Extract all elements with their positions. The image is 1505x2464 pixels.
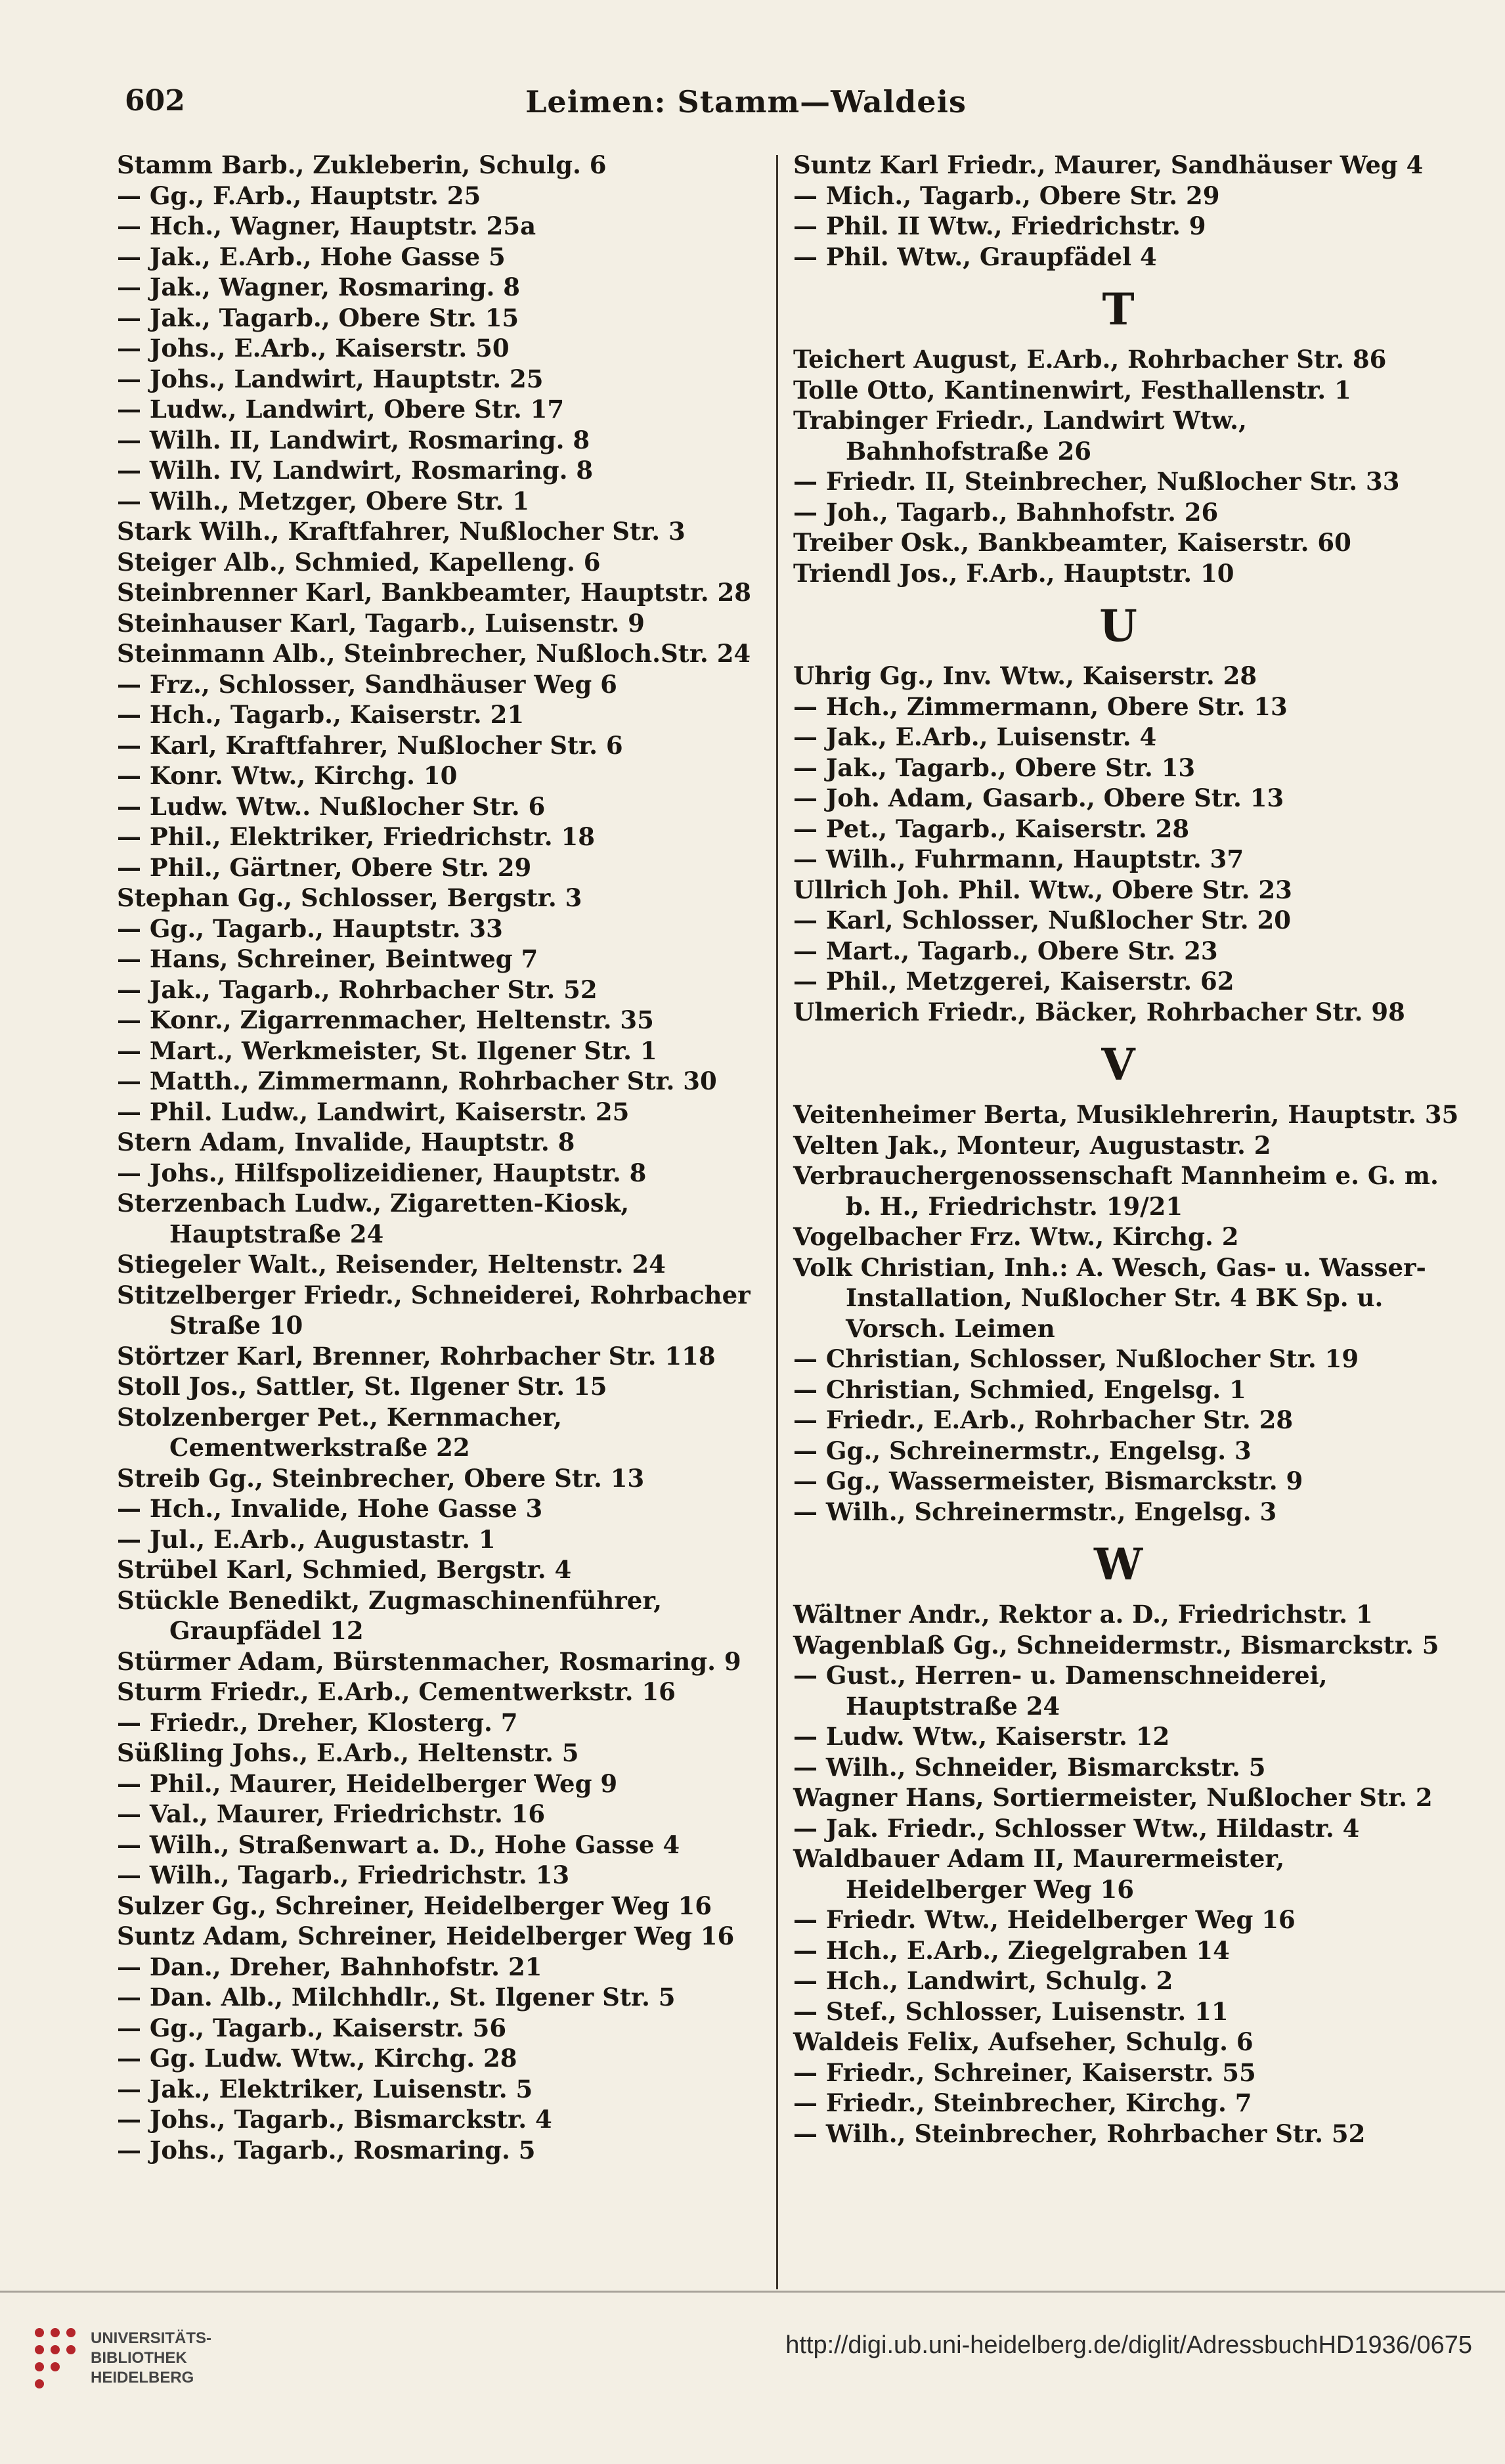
directory-entry: — Jak., Tagarb., Obere Str. 15 bbox=[117, 303, 519, 332]
directory-entry: — Jul., E.Arb., Augustastr. 1 bbox=[117, 1524, 496, 1554]
directory-entry: — Hch., Landwirt, Schulg. 2 bbox=[793, 1966, 1173, 1995]
directory-entry: Wältner Andr., Rektor a. D., Friedrichstr. 1 bbox=[793, 1600, 1373, 1629]
directory-entry: — Jak., E.Arb., Hohe Gasse 5 bbox=[117, 242, 506, 271]
directory-entry: — Hans, Schreiner, Beintweg 7 bbox=[117, 944, 538, 973]
directory-entry: Suntz Adam, Schreiner, Heidelberger Weg 16 bbox=[117, 1922, 735, 1950]
directory-entry: — Joh. Adam, Gasarb., Obere Str. 13 bbox=[793, 783, 1284, 812]
directory-entry: Steiger Alb., Schmied, Kapelleng. 6 bbox=[117, 547, 601, 577]
directory-entry: Streib Gg., Steinbrecher, Obere Str. 13 bbox=[117, 1463, 645, 1493]
directory-entry: Ullrich Joh. Phil. Wtw., Obere Str. 23 bbox=[793, 875, 1292, 904]
directory-entry: Treiber Osk., Bankbeamter, Kaiserstr. 60 bbox=[793, 528, 1351, 557]
directory-entry: — Wilh., Schreinermstr., Engelsg. 3 bbox=[793, 1497, 1277, 1526]
directory-entry: Stoll Jos., Sattler, St. Ilgener Str. 15 bbox=[117, 1372, 607, 1401]
directory-entry: — Hch., Wagner, Hauptstr. 25a bbox=[117, 211, 536, 240]
directory-entry: — Johs., E.Arb., Kaiserstr. 50 bbox=[117, 334, 510, 363]
library-name-line: HEIDELBERG bbox=[91, 2369, 194, 2387]
directory-entry: — Hch., E.Arb., Ziegelgraben 14 bbox=[793, 1935, 1230, 1965]
directory-entry: — Stef., Schlosser, Luisenstr. 11 bbox=[793, 1996, 1229, 2026]
directory-entry: Velten Jak., Monteur, Augustastr. 2 bbox=[793, 1130, 1271, 1160]
directory-entry: Süßling Johs., E.Arb., Heltenstr. 5 bbox=[117, 1738, 579, 1767]
directory-entry: Stürmer Adam, Bürstenmacher, Rosmaring. 9 bbox=[117, 1646, 741, 1676]
directory-entry: — Gg., Wassermeister, Bismarckstr. 9 bbox=[793, 1466, 1303, 1495]
directory-entry: — Frz., Schlosser, Sandhäuser Weg 6 bbox=[117, 669, 617, 699]
directory-entry: Verbrauchergenossenschaft Mannheim e. G. m. b. H., Friedrichstr. 19/21 bbox=[793, 1161, 1439, 1221]
directory-entry: — Wilh., Fuhrmann, Hauptstr. 37 bbox=[793, 845, 1244, 873]
directory-entry: — Gg., Schreinermstr., Engelsg. 3 bbox=[793, 1436, 1252, 1465]
directory-entry: Stitzelberger Friedr., Schneiderei, Rohrbacher Straße 10 bbox=[117, 1280, 751, 1340]
directory-entry: — Wilh. IV, Landwirt, Rosmaring. 8 bbox=[117, 456, 594, 485]
directory-entry: Sterzenbach Ludw., Zigaretten-Kiosk, Hauptstraße 24 bbox=[117, 1189, 630, 1248]
directory-entry: — Wilh., Straßenwart a. D., Hohe Gasse 4 bbox=[117, 1830, 680, 1859]
directory-entry: Stolzenberger Pet., Kernmacher, Cementwerkstraße 22 bbox=[117, 1402, 562, 1462]
directory-entry: — Ludw., Landwirt, Obere Str. 17 bbox=[117, 395, 565, 424]
directory-entry: — Mich., Tagarb., Obere Str. 29 bbox=[793, 181, 1220, 210]
directory-entry: — Christian, Schlosser, Nußlocher Str. 19 bbox=[793, 1344, 1359, 1373]
directory-entry: — Wilh., Schneider, Bismarckstr. 5 bbox=[793, 1752, 1266, 1782]
directory-entry: — Phil., Gärtner, Obere Str. 29 bbox=[117, 852, 532, 882]
directory-entry: — Matth., Zimmermann, Rohrbacher Str. 30 bbox=[117, 1067, 717, 1095]
right-column bbox=[793, 150, 1459, 2149]
column-divider bbox=[776, 155, 778, 2289]
running-head: Leimen: Stamm—Waldeis bbox=[525, 84, 967, 120]
section-letter: V bbox=[1101, 1039, 1135, 1090]
directory-entry: — Jak., Tagarb., Rohrbacher Str. 52 bbox=[117, 975, 598, 1004]
directory-entry: — Phil. Ludw., Landwirt, Kaiserstr. 25 bbox=[117, 1097, 630, 1126]
directory-entry: Steinhauser Karl, Tagarb., Luisenstr. 9 bbox=[117, 608, 645, 638]
library-name-line: BIBLIOTHEK bbox=[91, 2349, 187, 2367]
directory-entry: — Gg., F.Arb., Hauptstr. 25 bbox=[117, 181, 481, 210]
directory-entry: — Jak., Tagarb., Obere Str. 13 bbox=[793, 753, 1196, 782]
directory-entry: — Karl, Schlosser, Nußlocher Str. 20 bbox=[793, 906, 1292, 935]
directory-entry: Sturm Friedr., E.Arb., Cementwerkstr. 16 bbox=[117, 1677, 676, 1706]
directory-entry: — Ludw. Wtw.. Nußlocher Str. 6 bbox=[117, 791, 546, 821]
directory-entry: Trabinger Friedr., Landwirt Wtw., Bahnhofstraße 26 bbox=[793, 406, 1247, 466]
directory-entry: — Gust., Herren- u. Damenschneiderei, Hauptstraße 24 bbox=[793, 1661, 1328, 1721]
directory-entry: Störtzer Karl, Brenner, Rohrbacher Str. 118 bbox=[117, 1341, 716, 1371]
directory-entry: — Phil. Wtw., Graupfädel 4 bbox=[793, 242, 1157, 271]
directory-entry: — Val., Maurer, Friedrichstr. 16 bbox=[117, 1799, 546, 1828]
directory-entry: — Jak., E.Arb., Luisenstr. 4 bbox=[793, 722, 1157, 751]
library-name bbox=[91, 2329, 211, 2388]
directory-entry: — Friedr. Wtw., Heidelberger Weg 16 bbox=[793, 1905, 1296, 1934]
directory-entry: Suntz Karl Friedr., Maurer, Sandhäuser Weg 4 bbox=[793, 150, 1424, 179]
directory-entry: — Friedr., Steinbrecher, Kirchg. 7 bbox=[793, 2088, 1252, 2117]
directory-entry: — Phil., Maurer, Heidelberger Weg 9 bbox=[117, 1769, 618, 1798]
directory-entry: — Phil., Elektriker, Friedrichstr. 18 bbox=[117, 822, 596, 851]
directory-entry: — Wilh., Tagarb., Friedrichstr. 13 bbox=[117, 1860, 570, 1889]
directory-entry: Stark Wilh., Kraftfahrer, Nußlocher Str. 3 bbox=[117, 517, 686, 546]
source-url-link[interactable]: http://digi.ub.uni-heidelberg.de/diglit/AdressbuchHD1936/0675 bbox=[785, 2331, 1472, 2359]
page-header bbox=[125, 84, 1367, 123]
directory-entry: Stephan Gg., Schlosser, Bergstr. 3 bbox=[117, 883, 582, 912]
directory-entry: — Friedr., E.Arb., Rohrbacher Str. 28 bbox=[793, 1405, 1294, 1434]
directory-entry: Vogelbacher Frz. Wtw., Kirchg. 2 bbox=[793, 1222, 1239, 1251]
section-letter: W bbox=[1093, 1539, 1143, 1590]
directory-entry: Volk Christian, Inh.: A. Wesch, Gas- u. Wasser-Installation, Nußlocher Str. 4 BK Sp. u. Vorsch. Leimen bbox=[793, 1252, 1426, 1343]
directory-entry: — Ludw. Wtw., Kaiserstr. 12 bbox=[793, 1722, 1170, 1751]
directory-entry: — Friedr., Schreiner, Kaiserstr. 55 bbox=[793, 2057, 1256, 2087]
directory-entry: Stückle Benedikt, Zugmaschinenführer, Graupfädel 12 bbox=[117, 1585, 663, 1645]
directory-entry: — Joh., Tagarb., Bahnhofstr. 26 bbox=[793, 497, 1219, 527]
directory-entry: — Jak. Friedr., Schlosser Wtw., Hildastr. 4 bbox=[793, 1813, 1360, 1843]
directory-entry: Steinbrenner Karl, Bankbeamter, Hauptstr. 28 bbox=[117, 578, 751, 607]
directory-entry: Tolle Otto, Kantinenwirt, Festhallenstr. 1 bbox=[793, 375, 1351, 405]
directory-entry: — Phil., Metzgerei, Kaiserstr. 62 bbox=[793, 967, 1234, 996]
library-name-line: UNIVERSITÄTS- bbox=[91, 2329, 212, 2347]
section-letter: U bbox=[1099, 600, 1137, 651]
directory-entry: Triendl Jos., F.Arb., Hauptstr. 10 bbox=[793, 558, 1234, 588]
directory-entry: Wagenblaß Gg., Schneidermstr., Bismarckstr. 5 bbox=[793, 1630, 1439, 1660]
directory-entry: — Jak., Wagner, Rosmaring. 8 bbox=[117, 273, 521, 301]
directory-entry: — Johs., Tagarb., Rosmaring. 5 bbox=[117, 2135, 536, 2165]
directory-entry: — Hch., Zimmermann, Obere Str. 13 bbox=[793, 692, 1288, 721]
directory-entry: Teichert August, E.Arb., Rohrbacher Str. 86 bbox=[793, 345, 1387, 374]
directory-entry: — Dan. Alb., Milchhdlr., St. Ilgener Str. 5 bbox=[117, 1983, 676, 2012]
directory-entry: — Friedr., Dreher, Klosterg. 7 bbox=[117, 1707, 518, 1737]
directory-entry: — Johs., Hilfspolizeidiener, Hauptstr. 8 bbox=[117, 1158, 647, 1187]
directory-entry: — Phil. II Wtw., Friedrichstr. 9 bbox=[793, 211, 1206, 240]
directory-entry: Ulmerich Friedr., Bäcker, Rohrbacher Str. 98 bbox=[793, 997, 1405, 1026]
directory-entry: — Hch., Invalide, Hohe Gasse 3 bbox=[117, 1494, 543, 1523]
directory-entry: — Mart., Werkmeister, St. Ilgener Str. 1 bbox=[117, 1036, 657, 1065]
directory-entry: — Mart., Tagarb., Obere Str. 23 bbox=[793, 936, 1218, 965]
footer bbox=[0, 2291, 1505, 2464]
library-logo-icon bbox=[32, 2325, 79, 2390]
directory-entry: — Wilh., Steinbrecher, Rohrbacher Str. 52 bbox=[793, 2119, 1366, 2148]
directory-entry: Steinmann Alb., Steinbrecher, Nußloch.Str. 24 bbox=[117, 639, 751, 668]
directory-entry: Uhrig Gg., Inv. Wtw., Kaiserstr. 28 bbox=[793, 661, 1257, 690]
directory-entry: Veitenheimer Berta, Musiklehrerin, Hauptstr. 35 bbox=[793, 1100, 1459, 1129]
directory-entry: Stiegeler Walt., Reisender, Heltenstr. 24 bbox=[117, 1250, 666, 1279]
section-letter: T bbox=[1102, 284, 1135, 335]
directory-entry: Sulzer Gg., Schreiner, Heidelberger Weg 16 bbox=[117, 1891, 712, 1920]
directory-entry: — Jak., Elektriker, Luisenstr. 5 bbox=[117, 2074, 533, 2103]
directory-entry: Waldbauer Adam II, Maurermeister, Heidelberger Weg 16 bbox=[793, 1844, 1285, 1904]
directory-entry: Stern Adam, Invalide, Hauptstr. 8 bbox=[117, 1128, 575, 1156]
directory-entry: — Gg., Tagarb., Hauptstr. 33 bbox=[117, 913, 503, 943]
directory-entry: — Friedr. II, Steinbrecher, Nußlocher Str. 33 bbox=[793, 467, 1400, 496]
page-number: 602 bbox=[125, 84, 185, 118]
directory-entry: — Dan., Dreher, Bahnhofstr. 21 bbox=[117, 1952, 542, 1981]
directory-entry: Waldeis Felix, Aufseher, Schulg. 6 bbox=[793, 2027, 1254, 2056]
directory-entry: — Wilh. II, Landwirt, Rosmaring. 8 bbox=[117, 425, 590, 454]
directory-entry: — Gg. Ludw. Wtw., Kirchg. 28 bbox=[117, 2044, 517, 2073]
directory-entry: — Christian, Schmied, Engelsg. 1 bbox=[793, 1375, 1246, 1404]
directory-entry: Strübel Karl, Schmied, Bergstr. 4 bbox=[117, 1555, 572, 1584]
left-column bbox=[117, 150, 767, 2165]
directory-entry: — Konr. Wtw., Kirchg. 10 bbox=[117, 761, 458, 790]
directory-entry: — Konr., Zigarrenmacher, Heltenstr. 35 bbox=[117, 1005, 654, 1034]
footer-rule bbox=[0, 2291, 1505, 2293]
directory-entry: — Pet., Tagarb., Kaiserstr. 28 bbox=[793, 814, 1190, 843]
directory-entry: — Karl, Kraftfahrer, Nußlocher Str. 6 bbox=[117, 730, 623, 760]
directory-entry: Wagner Hans, Sortiermeister, Nußlocher Str. 2 bbox=[793, 1783, 1433, 1812]
directory-entry: — Johs., Tagarb., Bismarckstr. 4 bbox=[117, 2105, 552, 2134]
directory-entry: — Wilh., Metzger, Obere Str. 1 bbox=[117, 486, 529, 516]
directory-entry: — Hch., Tagarb., Kaiserstr. 21 bbox=[117, 700, 525, 729]
directory-entry: Stamm Barb., Zukleberin, Schulg. 6 bbox=[117, 150, 607, 179]
directory-entry: — Gg., Tagarb., Kaiserstr. 56 bbox=[117, 2013, 507, 2042]
directory-entry: — Johs., Landwirt, Hauptstr. 25 bbox=[117, 364, 544, 393]
